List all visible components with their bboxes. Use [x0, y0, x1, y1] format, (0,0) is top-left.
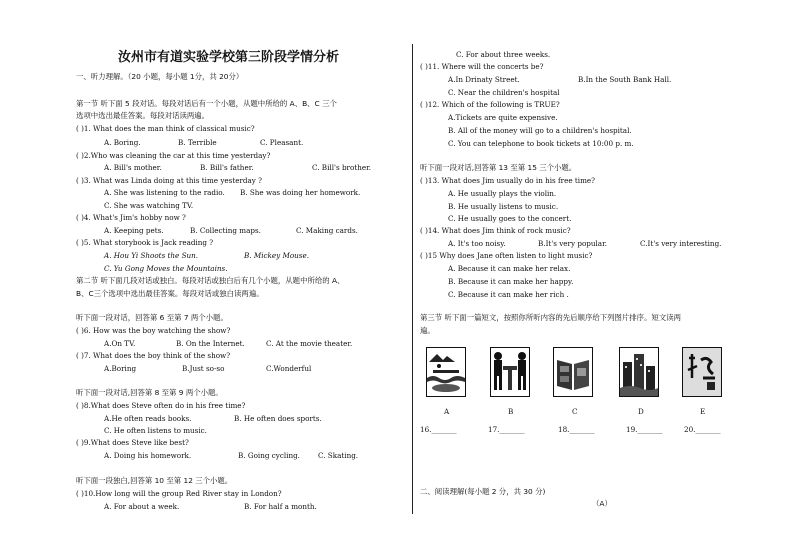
passage-intro-6-7: 听下面一段对话，回答第 6 至第 7 两个小题。	[76, 313, 228, 322]
right-column	[414, 0, 794, 560]
q5-option-b: B. Mickey Mouse.	[244, 251, 310, 260]
part1-heading: 一、听力理解。（20 小题，每小题 1分，共 20分）	[76, 72, 244, 81]
q6-option-b: B. On the Internet.	[176, 339, 245, 348]
q1-option-a: A. Boring.	[104, 138, 141, 147]
q9-option-c: C. Skating.	[318, 451, 359, 460]
question-7: ( )7. What does the boy think of the show?	[76, 351, 231, 360]
question-10: ( )10.How long will the group Red River stay in London?	[76, 489, 282, 498]
question-3: ( )3. What was Linda doing at this time yesterday ?	[76, 176, 262, 185]
city-buildings-icon	[619, 347, 659, 397]
part2-passage-label: （A）	[592, 499, 612, 508]
question-4: ( )4. What's Jim's hobby now ?	[76, 213, 186, 222]
q12-option-a: A.Tickets are quite expensive.	[448, 113, 558, 122]
q13-option-a: A. He usually plays the violin.	[448, 189, 557, 198]
picture-label-e: E	[700, 407, 706, 416]
section1-instruction-cont: 选项中选出最佳答案。每段对话读两遍。	[76, 111, 210, 120]
q9-option-a: A. Doing his homework.	[104, 451, 192, 460]
q13-option-b: B. He usually listens to music.	[448, 202, 559, 211]
q4-option-c: C. Making cards.	[296, 226, 358, 235]
q14-option-c: C.It's very interesting.	[640, 239, 722, 248]
q3-option-c: C. She was watching TV.	[104, 201, 194, 210]
passage-intro-8-9: 听下面一段对话,回答第 8 至第 9 两个小题。	[76, 388, 223, 397]
q8-option-c: C. He often listens to music.	[104, 426, 207, 435]
q10-option-b: B. For half a month.	[244, 502, 317, 511]
question-6: ( )6. How was the boy watching the show?	[76, 326, 231, 335]
picture-label-d: D	[638, 407, 644, 416]
q9-option-b: B. Going cycling.	[238, 451, 300, 460]
q10-option-a: A. For about a week.	[104, 502, 180, 511]
section1-instruction: 第一节 听下面 5 段对话。每段对话后有一个小题，从题中所给的 A、B、C 三个	[76, 99, 337, 108]
question-9: ( )9.What does Steve like best?	[76, 438, 189, 447]
q7-option-c: C.Wonderful	[266, 364, 312, 373]
two-people-table-icon	[490, 347, 530, 397]
answer-blank-16[interactable]: 16._______	[420, 425, 457, 434]
question-11: ( )11. Where will the concerts be?	[420, 62, 544, 71]
q4-option-a: A. Keeping pets.	[104, 226, 164, 235]
q13-option-c: C. He usually goes to the concert.	[448, 214, 572, 223]
open-book-icon	[553, 347, 593, 397]
q3-option-b: B. She was doing her homework.	[240, 188, 361, 197]
answer-blank-19[interactable]: 19._______	[626, 425, 663, 434]
answer-blank-18[interactable]: 18._______	[558, 425, 595, 434]
section2-instruction-cont: B、C三个选项中选出最佳答案。每段对话或独白读两遍。	[76, 289, 264, 298]
q15-option-b: B. Because it can make her happy.	[448, 277, 574, 286]
q4-option-b: B. Collecting maps.	[190, 226, 261, 235]
q5-option-a: A. Hou Yi Shoots the Sun.	[104, 251, 199, 260]
q15-option-a: A. Because it can make her relax.	[448, 264, 571, 273]
question-12: ( )12. Which of the following is TRUE?	[420, 100, 560, 109]
section3-instruction-cont: 遍。	[420, 326, 435, 335]
picture-label-c: C	[572, 407, 578, 416]
passage-intro-13-15: 听下面一段对话,回答第 13 至第 15 三个小题。	[420, 163, 577, 172]
q10-option-c: C. For about three weeks.	[456, 50, 551, 59]
answer-blank-17[interactable]: 17._______	[488, 425, 525, 434]
question-2: ( )2.Who was cleaning the car at this time yesterday?	[76, 151, 271, 160]
q14-option-b: B.It's very popular.	[538, 239, 608, 248]
question-13: ( )13. What does Jim usually do in his free time?	[420, 176, 596, 185]
q12-option-c: C. You can telephone to book tickets at 10:00 p. m.	[448, 139, 634, 148]
answer-blank-20[interactable]: 20._______	[684, 425, 721, 434]
picture-label-b: B	[508, 407, 514, 416]
q1-option-c: C. Pleasant.	[260, 138, 304, 147]
q2-option-a: A. Bill's mother.	[104, 163, 162, 172]
question-5: ( )5. What storybook is Jack reading ?	[76, 238, 214, 247]
q8-option-b: B. He often does sports.	[234, 414, 322, 423]
q6-option-a: A.On TV.	[104, 339, 136, 348]
part2-heading: 二、阅读理解(每小题 2 分，共 30 分)	[420, 487, 546, 496]
calligraphy-icon	[682, 347, 722, 397]
question-14: ( )14. What does Jim think of rock music?	[420, 226, 571, 235]
section3-instruction: 第三节 听下面一篇短文，按照你所听内容的先后顺序给下列图片排序。短文读两	[420, 313, 682, 322]
q15-option-c: C. Because it can make her rich .	[448, 290, 569, 299]
passage-intro-10-12: 听下面一段独白,回答第 10 至第 12 三个小题。	[76, 476, 233, 485]
question-1: ( )1. What does the man think of classical music?	[76, 124, 255, 133]
q8-option-a: A.He often reads books.	[104, 414, 192, 423]
page-title: 汝州市有道实验学校第三阶段学情分析	[118, 50, 340, 65]
q7-option-a: A.Boring	[104, 364, 137, 373]
q11-option-b: B.In the South Bank Hall.	[578, 75, 672, 84]
q6-option-c: C. At the movie theater.	[266, 339, 353, 348]
picture-label-a: A	[444, 407, 450, 416]
question-15: ( )15 Why does Jane often listen to light music?	[420, 251, 593, 260]
q2-option-c: C. Bill's brother.	[312, 163, 372, 172]
q11-option-c: C. Near the children's hospital	[448, 88, 560, 97]
q14-option-a: A. It's too noisy.	[448, 239, 506, 248]
q12-option-b: B. All of the money will go to a children's hospital.	[448, 126, 632, 135]
q7-option-b: B.Just so-so	[182, 364, 225, 373]
q5-option-c: C. Yu Gong Moves the Mountains.	[104, 264, 228, 273]
q2-option-b: B. Bill's father.	[200, 163, 254, 172]
question-8: ( )8.What does Steve often do in his free time?	[76, 401, 246, 410]
section2-instruction: 第二节 听下面几段对话或独白。每段对话或独白后有几个小题，从题中所给的 A、	[76, 276, 345, 285]
beach-scene-icon	[426, 347, 466, 397]
column-divider	[412, 44, 413, 514]
q11-option-a: A.In Drinaty Street.	[448, 75, 520, 84]
q3-option-a: A. She was listening to the radio.	[104, 188, 225, 197]
q1-option-b: B. Terrible	[178, 138, 217, 147]
